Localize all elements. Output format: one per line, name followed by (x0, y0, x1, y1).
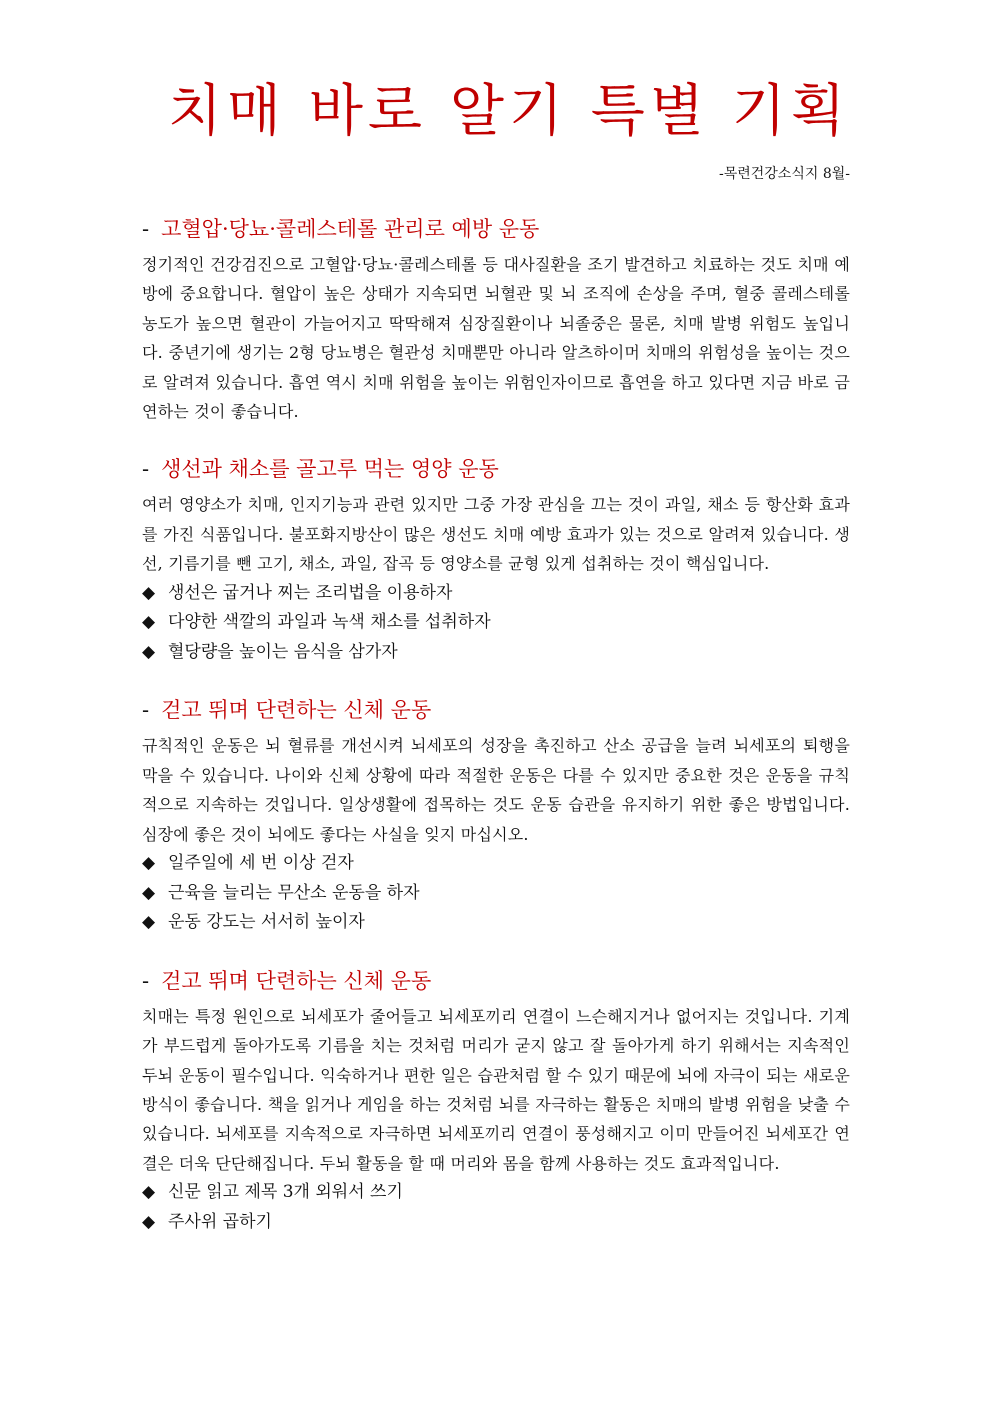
diamond-bullet-icon: ◆ (142, 582, 156, 603)
section-dash: - (142, 698, 150, 723)
section-heading (142, 212, 850, 246)
diamond-bullet-icon: ◆ (142, 912, 156, 933)
document-content (142, 212, 850, 1263)
section-heading (142, 693, 850, 727)
list-item (142, 908, 850, 938)
diamond-bullet-icon: ◆ (142, 853, 156, 874)
list-item-text: 생선은 굽거나 찌는 조리법을 이용하자 (168, 582, 453, 603)
section-body: 치매는 특정 원인으로 뇌세포가 줄어들고 뇌세포끼리 연결이 느슨해지거나 없어지는 것입니다. 기계가 부드럽게 돌아가도록 기름을 치는 것처럼 머리가 굳지 않고 잘 돌아가게 하기 위해서는 지속적인 두뇌 운동이 필수입니다. 익숙하거나 편한 일은 습관처럼 할 수 있기 때문에 뇌에 자극이 되는 새로운 방식이 좋습니다. 책을 읽거나 게임을 하는 것처럼 뇌를 자극하는 활동은 치매의 발병 위험을 낮출 수 있습니다. 뇌세포를 지속적으로 자극하면 뇌세포끼리 연결이 풍성해지고 이미 만들어진 뇌세포간 연결은 더욱 단단해집니다. 두뇌 활동을 할 때 머리와 몸을 함께 사용하는 것도 효과적입니다. (142, 1006, 850, 1173)
diamond-bullet-icon: ◆ (142, 641, 156, 662)
diamond-bullet-icon: ◆ (142, 1211, 156, 1232)
list-item (142, 849, 850, 879)
document-subtitle: -목련건강소식지 8월- (718, 166, 850, 182)
section-brain-exercise (142, 964, 850, 1238)
list-item (142, 638, 850, 668)
document-title: 치매 바로 알기 특별 기획 (167, 79, 850, 144)
section-heading (142, 452, 850, 486)
list-item (142, 1178, 850, 1208)
section-heading-text: 고혈압·당뇨·콜레스테롤 관리로 예방 운동 (161, 217, 540, 241)
bullet-list (142, 579, 850, 668)
diamond-bullet-icon: ◆ (142, 612, 156, 633)
section-heading (142, 964, 850, 998)
list-item-text: 근육을 늘리는 무산소 운동을 하자 (168, 882, 420, 903)
bullet-list (142, 849, 850, 938)
section-dash: - (142, 968, 150, 993)
section-body: 정기적인 건강검진으로 고혈압·당뇨·콜레스테롤 등 대사질환을 조기 발견하고 치료하는 것도 치매 예방에 중요합니다. 혈압이 높은 상태가 지속되면 뇌혈관 및 뇌 조직에 손상을 주며, 혈중 콜레스테롤 농도가 높으면 혈관이 가늘어지고 딱딱해져 심장질환이나 뇌졸중은 물론, 치매 발병 위험도 높입니다. 중년기에 생기는 2형 당뇨병은 혈관성 치매뿐만 아니라 알츠하이머 치매의 위험성을 높이는 것으로 알려져 있습니다. 흡연 역시 치매 위험을 높이는 위험인자이므로 흡연을 하고 있다면 지금 바로 금연하는 것이 좋습니다. (142, 255, 850, 422)
list-item (142, 1208, 850, 1238)
list-item (142, 608, 850, 638)
section-body: 여러 영양소가 치매, 인지기능과 관련 있지만 그중 가장 관심을 끄는 것이 과일, 채소 등 항산화 효과를 가진 식품입니다. 불포화지방산이 많은 생선도 치매 예방 효과가 있는 것으로 알려져 있습니다. 생선, 기름기를 뺀 고기, 채소, 과일, 잡곡 등 영양소를 균형 있게 섭취하는 것이 핵심입니다. (142, 495, 850, 574)
list-item (142, 579, 850, 609)
section-dash: - (142, 217, 150, 241)
list-item-text: 신문 읽고 제목 3개 외워서 쓰기 (168, 1182, 403, 1203)
list-item-text: 주사위 곱하기 (168, 1211, 272, 1232)
section-body: 규칙적인 운동은 뇌 혈류를 개선시켜 뇌세포의 성장을 촉진하고 산소 공급을 늘려 뇌세포의 퇴행을 막을 수 있습니다. 나이와 신체 상황에 따라 적절한 운동은 다를 수 있지만 중요한 것은 운동을 규칙적으로 지속하는 것입니다. 일상생활에 접목하는 것도 운동 습관을 유지하기 위한 좋은 방법입니다. 심장에 좋은 것이 뇌에도 좋다는 사실을 잊지 마십시오. (142, 736, 850, 844)
section-metabolic-management (142, 212, 850, 426)
section-heading-text: 생선과 채소를 골고루 먹는 영양 운동 (161, 457, 499, 482)
list-item-text: 일주일에 세 번 이상 걷자 (168, 853, 354, 874)
list-item-text: 다양한 색깔의 과일과 녹색 채소를 섭취하자 (168, 612, 491, 633)
section-dash: - (142, 457, 150, 482)
list-item-text: 혈당량을 높이는 음식을 삼가자 (168, 641, 398, 662)
diamond-bullet-icon: ◆ (142, 882, 156, 903)
section-physical-exercise (142, 693, 850, 937)
list-item-text: 운동 강도는 서서히 높이자 (168, 912, 365, 933)
list-item (142, 879, 850, 909)
section-heading-text: 걷고 뛰며 단련하는 신체 운동 (161, 968, 432, 993)
section-heading-text: 걷고 뛰며 단련하는 신체 운동 (161, 698, 432, 723)
bullet-list (142, 1178, 850, 1237)
diamond-bullet-icon: ◆ (142, 1182, 156, 1203)
section-nutrition (142, 452, 850, 667)
